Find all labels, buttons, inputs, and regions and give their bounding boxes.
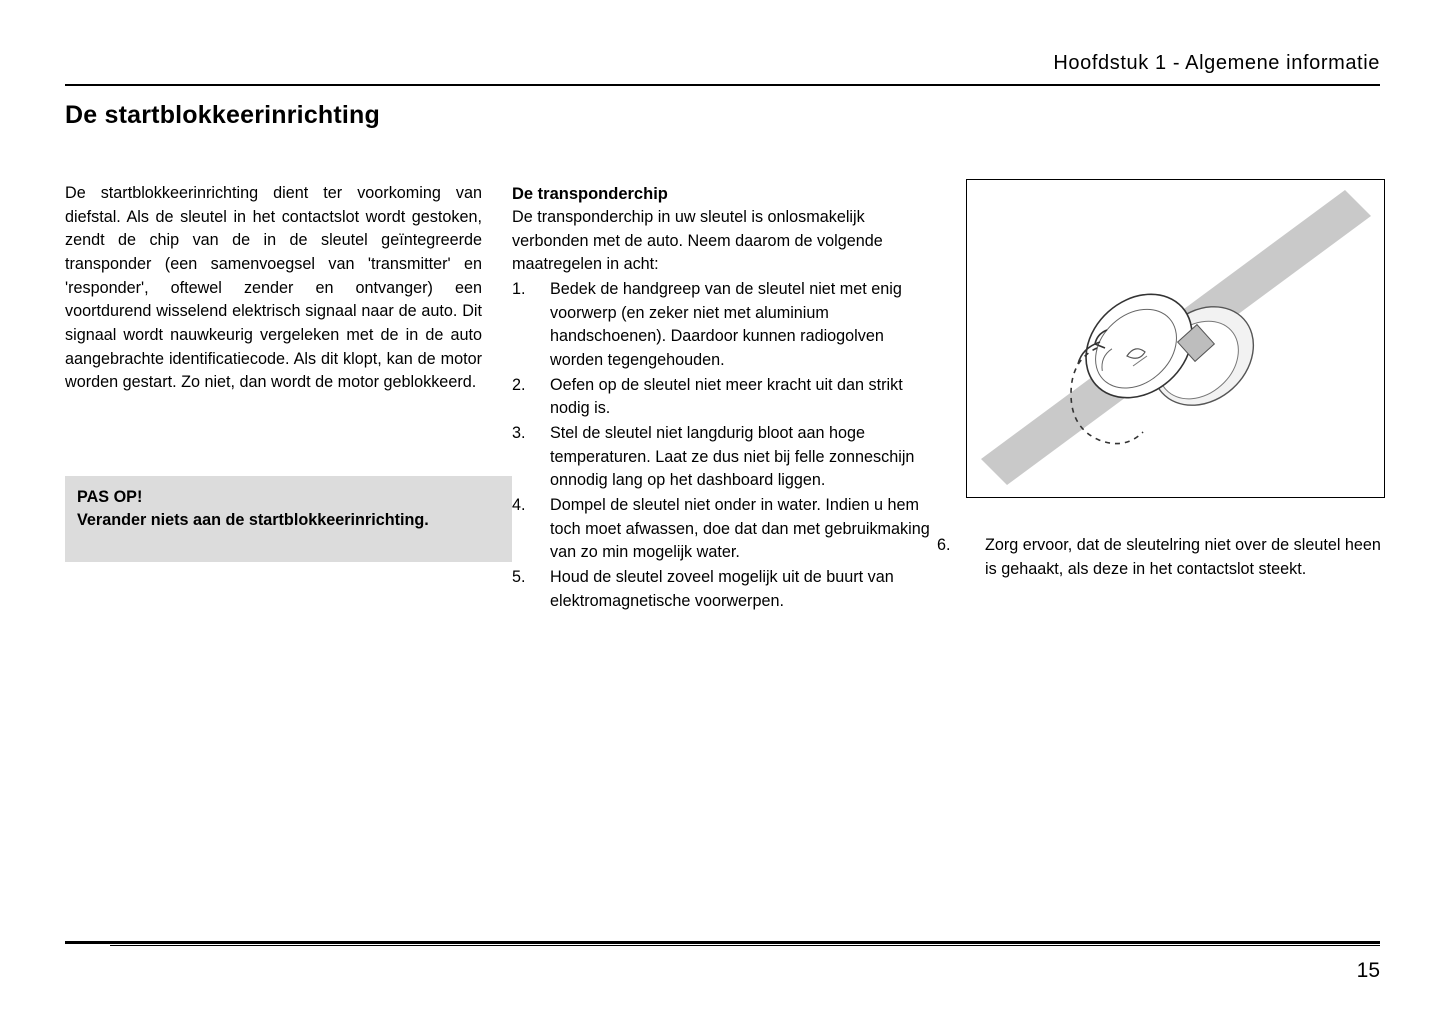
key-illustration-svg bbox=[967, 180, 1384, 497]
list-item-number: 4. bbox=[512, 495, 526, 514]
warning-heading: PAS OP! bbox=[77, 488, 143, 506]
list-item bbox=[937, 534, 1383, 581]
page-title: De startblokkeerinrichting bbox=[65, 101, 381, 129]
list-item-number: 5. bbox=[512, 567, 526, 586]
list-item-number: 3. bbox=[512, 423, 526, 442]
page-header bbox=[65, 52, 1380, 88]
key-with-keyring-illustration bbox=[966, 179, 1385, 498]
list-item-text: Dompel de sleutel niet onder in water. Indien u hem toch moet afwassen, doe dat dan met gebruikmaking van zo min mogelijk water. bbox=[550, 495, 930, 562]
chapter-title: Hoofdstuk 1 - Algemene informatie bbox=[1053, 52, 1380, 74]
warning-box bbox=[65, 476, 512, 562]
list-item bbox=[512, 422, 936, 493]
column-three bbox=[937, 533, 1383, 581]
transponder-measures-list-continued bbox=[937, 534, 1383, 581]
intro-paragraph: De startblokkeerinrichting dient ter voorkoming van diefstal. Als de sleutel in het contactslot wordt gestoken, zendt de chip van de in de sleutel geïntegreerde transponder (een samenvoegsel van 'transmitter' en 'responder', oftewel zender en ontvanger) een voortdurend wisselend elektrisch signaal naar de auto. Dit signaal wordt nauwkeurig vergeleken met de in de auto aangebrachte identificatiecode. Als dit klopt, kan de motor worden gestart. Zo niet, dan wordt de motor geblokkeerd. bbox=[65, 184, 482, 392]
list-item-text: Stel de sleutel niet langdurig bloot aan hoge temperaturen. Laat ze dus niet bij felle zonneschijn onnodig lang op het dashboard liggen. bbox=[550, 423, 915, 490]
page-number: 15 bbox=[1356, 959, 1380, 982]
footer-divider-thin bbox=[110, 945, 1380, 946]
list-item bbox=[512, 374, 936, 421]
list-item bbox=[512, 494, 936, 565]
list-item-text: Bedek de handgreep van de sleutel niet met enig voorwerp (en zeker niet met aluminium handschoenen). Daardoor kunnen radiogolven worden tegengehouden. bbox=[550, 280, 902, 370]
list-item-text: Oefen op de sleutel niet meer kracht uit dan strikt nodig is. bbox=[550, 375, 903, 418]
warning-content bbox=[65, 476, 512, 532]
list-item-number: 2. bbox=[512, 375, 526, 394]
warning-text: Verander niets aan de startblokkeerinrichting. bbox=[77, 511, 429, 529]
list-item-text: Houd de sleutel zoveel mogelijk uit de buurt van elektromagnetische voorwerpen. bbox=[550, 567, 894, 610]
header-divider bbox=[65, 84, 1380, 86]
list-item-number: 1. bbox=[512, 280, 526, 299]
list-item-number: 6. bbox=[937, 536, 951, 554]
list-item bbox=[512, 566, 936, 613]
list-item bbox=[512, 278, 936, 373]
column-two bbox=[512, 182, 936, 613]
column-one bbox=[65, 182, 482, 395]
section-heading-transponderchip: De transponderchip bbox=[512, 185, 668, 203]
transponder-measures-list bbox=[512, 278, 936, 613]
list-item-text: Zorg ervoor, dat de sleutelring niet over de sleutel heen is gehaakt, als deze in het contactslot steekt. bbox=[985, 536, 1381, 578]
footer-divider-thick bbox=[65, 941, 1380, 944]
transponder-intro: De transponderchip in uw sleutel is onlosmakelijk verbonden met de auto. Neem daarom de volgende maatregelen in acht: bbox=[512, 208, 883, 274]
